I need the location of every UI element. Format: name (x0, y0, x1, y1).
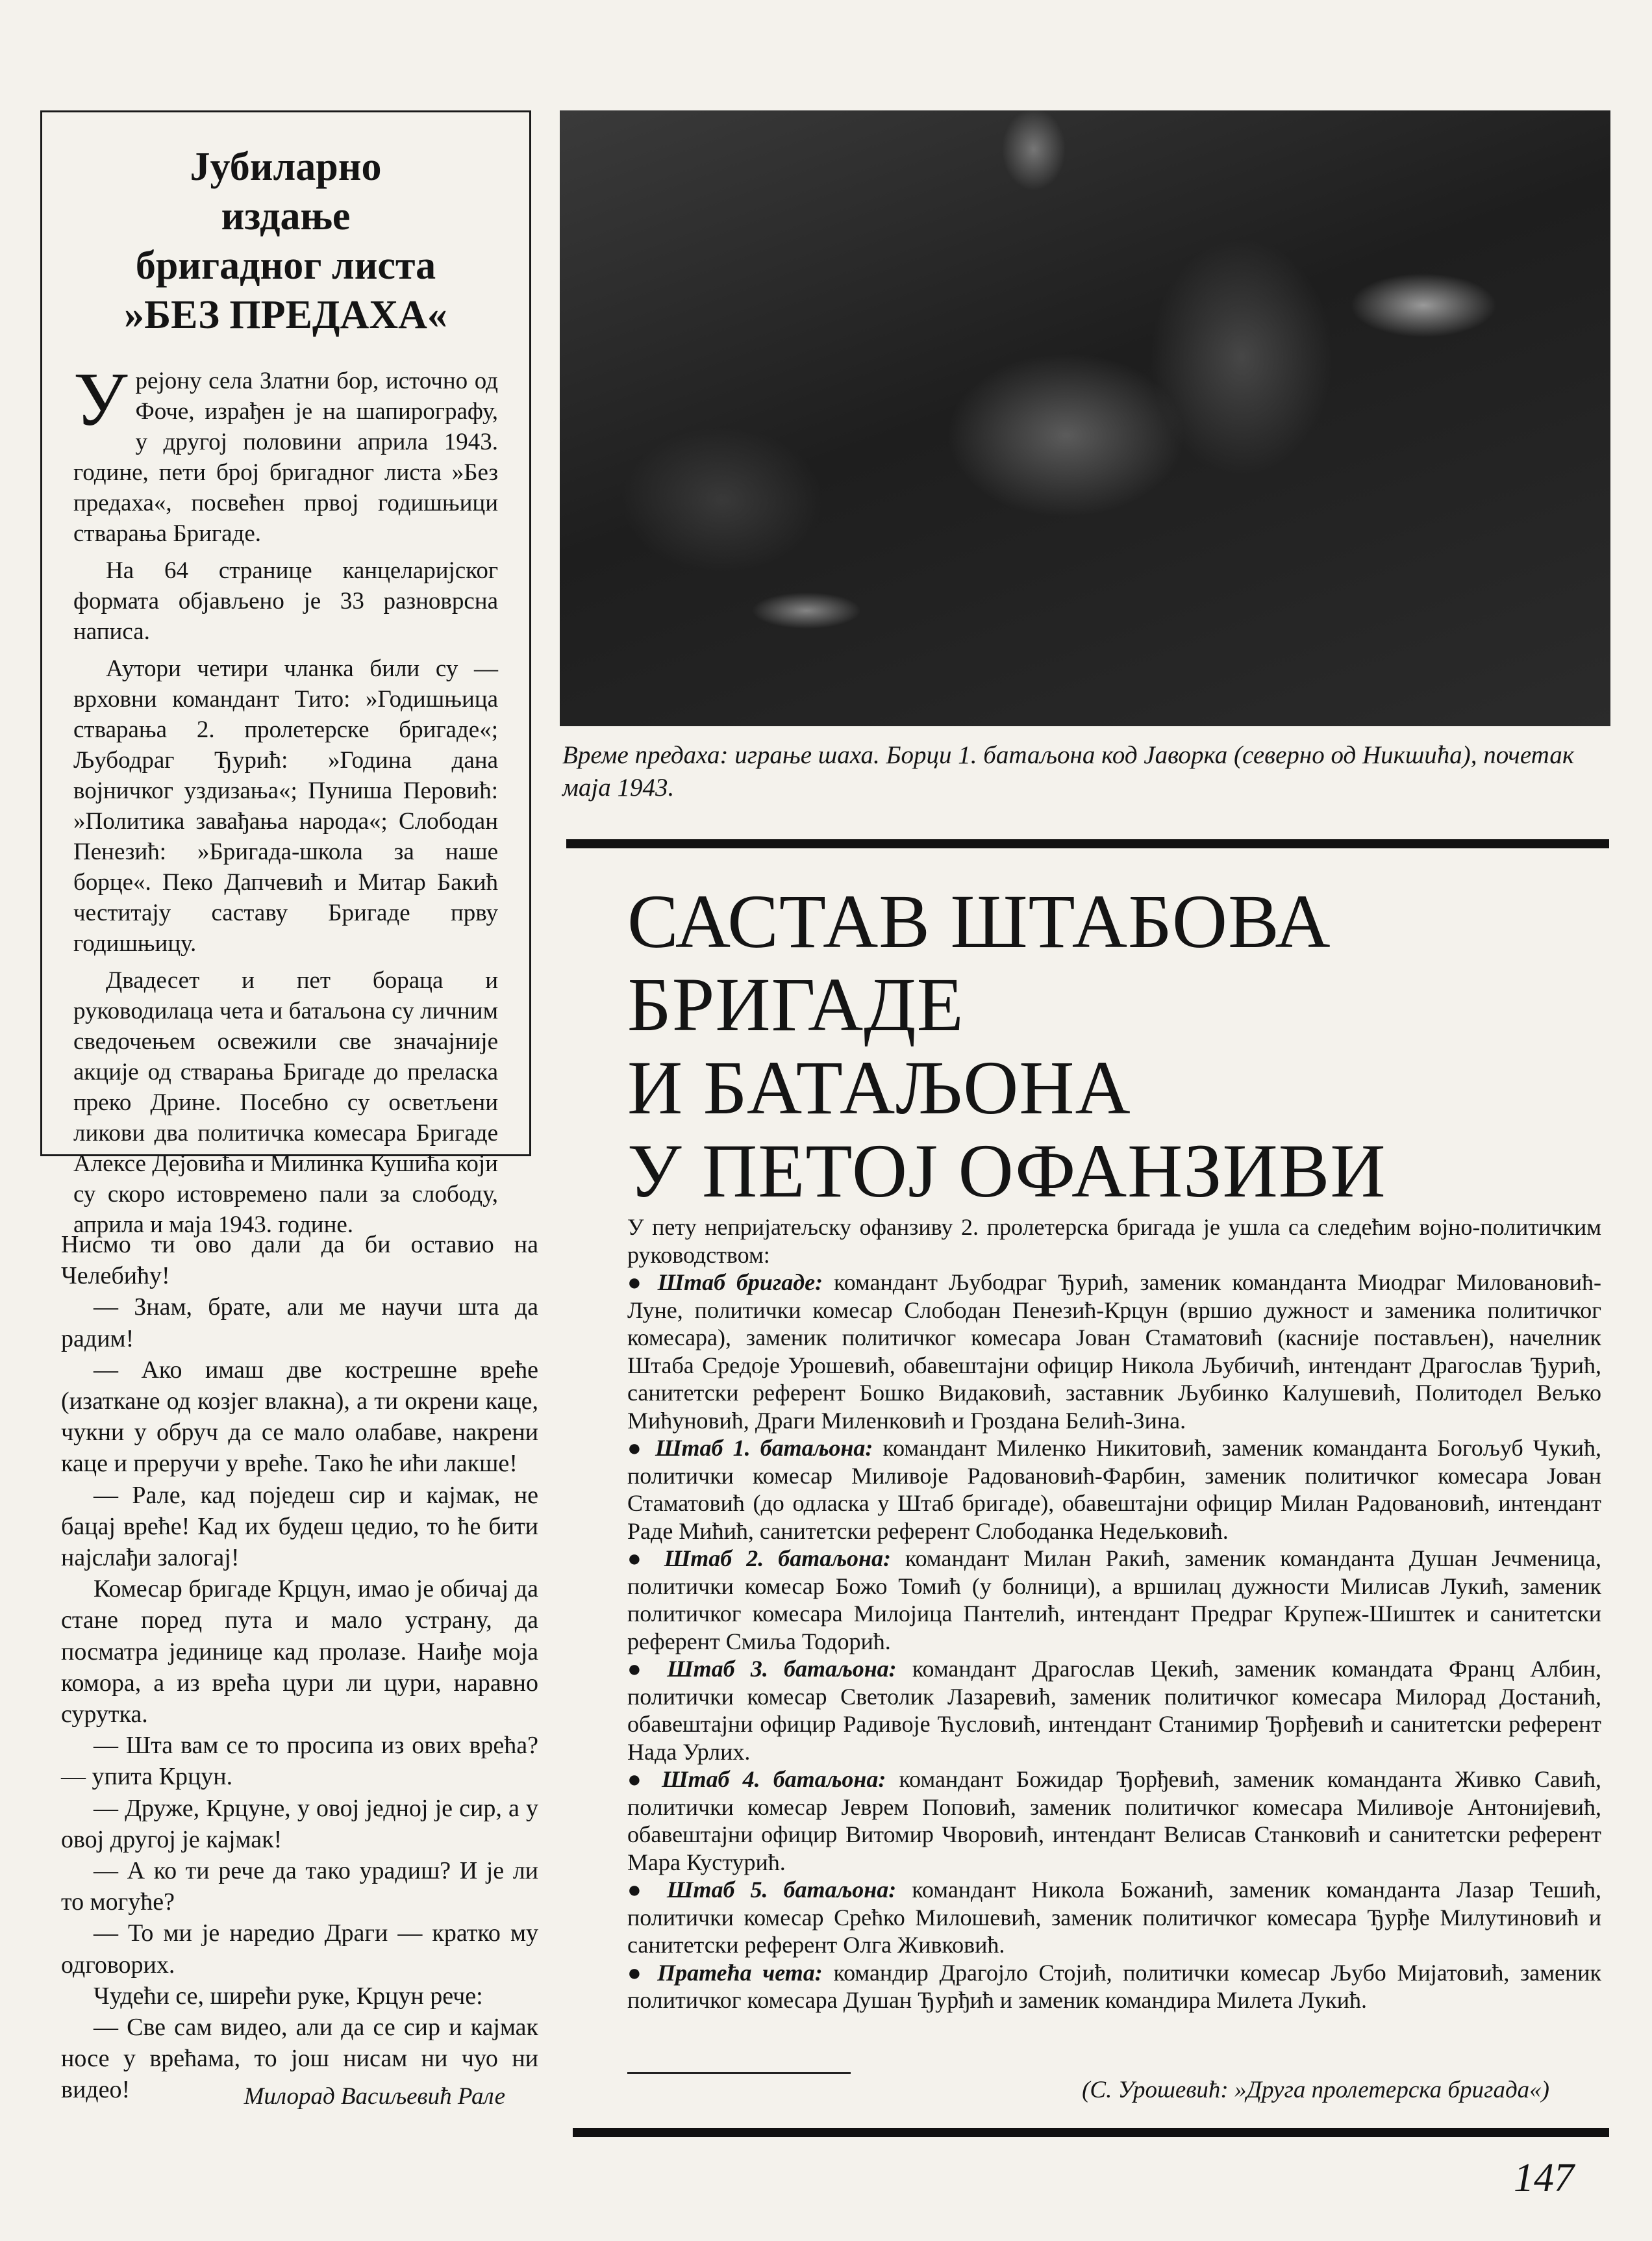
headline-line: У ПЕТОЈ ОФАНЗИВИ (627, 1128, 1386, 1213)
dropcap: У (73, 357, 128, 442)
item-text: командант Никола Божанић, заменик команданта Лазар Тешић, политички комесар Срећко Милошевић, заменик политичког комесара Ђурђе Милутиновић и санитетски референт Олга Живковић. (627, 1877, 1601, 1958)
bullet-icon: ● (627, 1959, 647, 1986)
article-body (627, 1213, 1601, 2014)
article-item (627, 1655, 1601, 1766)
headline-line: БРИГАДЕ (627, 962, 964, 1047)
sidebar-title-line: »БЕЗ ПРЕДАХА« (124, 293, 447, 337)
item-text: командант Драгослав Цекић, заменик командата Франц Албин, политички комесар Светолик Лазаревић, заменик политичког комесара Милорад Достанић, обавештајни официр Радивоје Ћусловић, интендант Станимир Ђорђевић и санитетски референт Нада Урлих. (627, 1656, 1601, 1765)
story-paragraph: — Знам, брате, али ме научи шта да радим! (61, 1293, 538, 1352)
sidebar-title-line: бригадног листа (135, 244, 436, 288)
story-paragraph: — Рале, кад поједеш сир и кајмак, не бацај вреће! Кад их будеш цедио, то ће бити најслађи залогај! (61, 1481, 538, 1572)
story-paragraph: — То ми је наредио Драги — кратко му одговорих. (61, 1919, 538, 1979)
article-headline (627, 880, 1601, 1213)
story-paragraph: — Шта вам се то просипа из ових врећа? — упита Крцун. (61, 1732, 538, 1791)
story-paragraph: — Све сам видео, али да се сир и кајмак носе у врећама, то још нисам ни чуо ни видео! (61, 2014, 538, 2104)
item-label: Штаб 3. батаљона: (667, 1656, 897, 1682)
sidebar-paragraph: Аутори четири чланка били су — врховни командант Тито: »Годишњица стварања 2. пролетерске бригаде«; Љубодраг Ђурић: »Година дана војничког уздизања«; Пуниша Перовић: »Политика завађања народа«; Слободан Пенезић: »Бригада-школа за наше борце«. Пеко Дапчевић и Митар Бакић честитају саставу Бригаде прву годишњицу. (73, 655, 498, 957)
chess-photo (560, 110, 1610, 726)
headline-line: САСТАВ ШТАБОВА (627, 879, 1331, 964)
item-label: Штаб бригаде: (657, 1269, 823, 1295)
bullet-icon: ● (627, 1435, 645, 1461)
item-label: Пратећа чета: (657, 1959, 823, 1986)
sidebar-box (40, 110, 531, 1238)
item-label: Штаб 1. батаљона: (655, 1435, 873, 1461)
sidebar-paragraph (73, 357, 498, 549)
story-signature: Милорад Васиљевић Рале (244, 2083, 505, 2110)
bullet-icon: ● (627, 1766, 649, 1792)
story-paragraph: — Друже, Крцуне, у овој једној је сир, а у овој другој је кајмак! (61, 1794, 538, 1853)
article-item (627, 1545, 1601, 1655)
bullet-icon: ● (627, 1545, 650, 1571)
item-text: командант Божидар Ђорђевић, заменик команданта Живко Савић, политички комесар Јеврем Поповић, заменик политичког комесара Миливоје Антонијевић, обавештајни официр Витомир Чворовић, интендант Велисав Станковић и санитетски референт Мара Кустурић. (627, 1766, 1602, 1875)
item-text: командант Миленко Никитовић, заменик команданта Богољуб Чукић, политички комесар Миливоје Радовановић-Фарбин, заменик политичког комесара Јован Стаматовић (до одласка у Штаб бригаде), обавештајни официр Милан Радовановић, интендант Раде Мићић, санитетски референт Слободанка Недељковић. (627, 1435, 1601, 1544)
divider-rule (573, 2128, 1609, 2137)
item-label: Штаб 4. батаљона: (661, 1766, 886, 1792)
item-label: Штаб 5. батаљона: (666, 1877, 897, 1903)
article-source: (С. Урошевић: »Друга пролетерска бригада«) (1082, 2077, 1549, 2103)
article-item (627, 1959, 1601, 2014)
story-paragraph: Чудећи се, ширећи руке, Крцун рече: (94, 1982, 483, 2010)
headline-line: И БАТАЉОНА (627, 1045, 1131, 1130)
item-text: командант Љубодраг Ђурић, заменик команданта Миодраг Миловановић-Луне, политички комесар Слободан Пенезић-Крцун (вршио дужност и заменика политичког комесара), заменик политичког комесара Јован Стаматовић (касније постављен), начелник Штаба Средоје Урошевић, обавештајни официр Никола Љубичић, интендант Драгослав Ђурић, санитетски референт Бошко Видаковић, заставник Љубинко Калушевић, Политодел Вељко Мићуновић, Драги Миленковић и Гроздана Белић-Зина. (627, 1269, 1602, 1434)
article-intro: У пету непријатељску офанзиву 2. пролетерска бригада је ушла са следећим војно-политичким руководством: (627, 1214, 1601, 1268)
article-item (627, 1269, 1601, 1434)
sidebar-paragraph: На 64 странице канцеларијског формата објављено је 33 разноврсна написа. (73, 557, 498, 645)
sidebar-title-line: Јубиларно (190, 145, 382, 189)
article-item (627, 1434, 1601, 1545)
story-paragraph: — Ако имаш две кострешне вреће (изаткане од козјег влакна), а ти окрени каце, чукни у обруч да се мало олабаве, накрени каце и преручи у вреће. Тако ће ићи лакше! (61, 1356, 538, 1478)
photo-caption: Време предаха: играње шаха. Борци 1. батаљона код Јаворка (северно од Никшића), почетак маја 1943. (562, 741, 1575, 802)
sidebar-title (73, 142, 498, 340)
article-item (627, 1766, 1601, 1876)
story-paragraph: Комесар бригаде Крцун, имао је обичај да стане поред пута и мало устрану, да посматра јединице кад пролазе. Наиђе моја комора, а из врећа цури ли цури, наравно сурутка. (61, 1575, 538, 1728)
sidebar-paragraph: Двадесет и пет бораца и руководилаца чета и батаљона су личним сведочењем освежили све значајније акције од стварања Бригаде до преласка преко Дрине. Посебно су осветљени ликови два политичка комесара Бригаде Алексе Дејовића и Милинка Кушића који су скоро истовремено пали за слободу, априла и маја 1943. године. (73, 967, 498, 1238)
item-text: командант Милан Ракић, заменик команданта Душан Јечменица, политички комесар Божо Томић (у болници), а вршилац дужности Милисав Лукић, заменик политичког комесара Милојица Пантелић, интендант Предраг Крупеж-Шиштек и санитетски референт Смиља Тодорић. (627, 1545, 1601, 1654)
story-paragraph: Нисмо ти ово дали да би оставио на Челебићу! (61, 1231, 538, 1290)
bullet-icon: ● (627, 1656, 651, 1682)
divider-rule (566, 839, 1609, 848)
story-column (61, 1229, 538, 2106)
bullet-icon: ● (627, 1877, 651, 1903)
story-paragraph: — А ко ти рече да тако урадиш? И је ли то могуће? (61, 1857, 538, 1916)
sidebar-paragraph-text: рејону села Златни бор, источно од Фоче, израђен је на шапирографу, у другој половини априла 1943. године, пети број бригадног листа »Без предаха«, посвећен првој годишњици стварања Бригаде. (73, 368, 498, 547)
page-number: 147 (1514, 2156, 1574, 2200)
short-divider (627, 2072, 851, 2074)
bullet-icon: ● (627, 1269, 647, 1295)
sidebar-title-line: издање (221, 194, 351, 238)
item-text: командир Драгојло Стојић, политички комесар Љубо Мијатовић, заменик политичког комесара Душан Ђурђић и заменик командира Милета Лукић. (627, 1959, 1602, 2013)
article-item (627, 1876, 1601, 1959)
item-label: Штаб 2. батаљона: (664, 1545, 891, 1571)
